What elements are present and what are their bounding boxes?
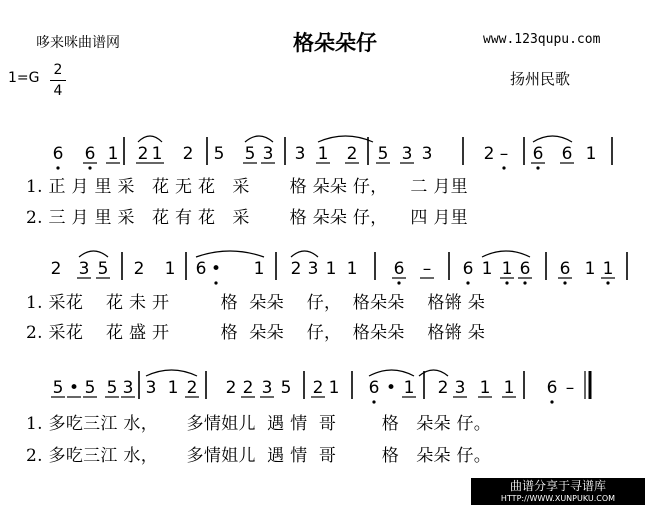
octave-dot xyxy=(466,281,469,284)
note: 1 xyxy=(501,259,513,279)
note: 6 xyxy=(462,259,474,279)
octave-dot xyxy=(88,166,91,169)
note: 1 xyxy=(602,259,614,279)
note: 3 xyxy=(261,378,273,398)
dash-note: – xyxy=(565,378,575,398)
note: 6 xyxy=(52,144,64,164)
note: 3 xyxy=(421,144,433,164)
octave-dot xyxy=(505,281,508,284)
note: 1 xyxy=(481,259,493,279)
footer-line-2: HTTP://WWW.XUNPUKU.COM xyxy=(500,494,616,503)
note: 1 xyxy=(479,378,491,398)
key-signature: 1=G xyxy=(8,70,40,86)
note: 1 xyxy=(317,144,329,164)
octave-dot xyxy=(563,281,566,284)
note: 3 xyxy=(145,378,157,398)
note: 6 xyxy=(195,259,207,279)
octave-dot xyxy=(214,281,217,284)
octave-dot xyxy=(397,281,400,284)
slur xyxy=(138,136,162,142)
note: 1 xyxy=(151,144,163,164)
lyric-line-s1-v2: 2. 三 月 里 采 花 有 花 采 格 朵朵 仔， 四 月里 xyxy=(26,208,468,228)
note: 3 xyxy=(122,378,134,398)
note: 2 xyxy=(133,259,145,279)
note: 5 xyxy=(280,378,292,398)
note: 2 xyxy=(483,144,495,164)
note: 6 xyxy=(532,144,544,164)
note: 3 xyxy=(78,259,90,279)
note: 2 xyxy=(186,378,198,398)
slur xyxy=(79,251,108,257)
octave-dot xyxy=(56,166,59,169)
note: 6 xyxy=(84,144,96,164)
footer-watermark[interactable] xyxy=(471,478,645,505)
slur xyxy=(291,251,318,257)
dash-note: – xyxy=(499,144,509,164)
note: 2 xyxy=(137,144,149,164)
note: 1 xyxy=(325,259,337,279)
note: 6 xyxy=(393,259,405,279)
note: 2 xyxy=(437,378,449,398)
note: 6 xyxy=(559,259,571,279)
note: 2 xyxy=(50,259,62,279)
note: 1 xyxy=(403,378,415,398)
note: 5 xyxy=(106,378,118,398)
lyric-line-s3-v2: 2. 多吃三江 水， 多情姐儿 遇 情 哥 格 朵朵 仔。 xyxy=(26,446,492,466)
note: 2 xyxy=(242,378,254,398)
dot-note: • xyxy=(68,378,80,398)
dot-note: • xyxy=(385,378,397,398)
time-signature-top: 2 xyxy=(53,62,63,78)
note: 1 xyxy=(585,144,597,164)
note: 3 xyxy=(401,144,413,164)
note: 1 xyxy=(164,259,176,279)
slur xyxy=(196,251,264,257)
note: 5 xyxy=(97,259,109,279)
note: 1 xyxy=(503,378,515,398)
note: 6 xyxy=(368,378,380,398)
octave-dot xyxy=(606,281,609,284)
slur xyxy=(533,136,572,142)
note: 5 xyxy=(213,144,225,164)
site-name: 哆来咪曲谱网 xyxy=(36,35,120,51)
slur xyxy=(146,370,197,376)
site-url[interactable]: www.123qupu.com xyxy=(483,32,601,47)
note: 3 xyxy=(454,378,466,398)
note: 1 xyxy=(346,259,358,279)
note: 1 xyxy=(167,378,179,398)
lyric-line-s1-v1: 1. 正 月 里 采 花 无 花 采 格 朵朵 仔， 二 月里 xyxy=(26,177,468,197)
note: 2 xyxy=(182,144,194,164)
note: 2 xyxy=(312,378,324,398)
note: 2 xyxy=(346,144,358,164)
lyric-line-s3-v1: 1. 多吃三江 水， 多情姐儿 遇 情 哥 格 朵朵 仔。 xyxy=(26,414,492,434)
note: 3 xyxy=(307,259,319,279)
note: 6 xyxy=(561,144,573,164)
slur xyxy=(482,251,530,257)
note: 5 xyxy=(244,144,256,164)
octave-dot xyxy=(502,166,505,169)
slur xyxy=(245,136,273,142)
song-origin: 扬州民歌 xyxy=(510,70,571,88)
footer-line-1: 曲谱分享于寻谱库 xyxy=(509,479,606,493)
slur xyxy=(318,136,373,142)
note: 1 xyxy=(253,259,265,279)
octave-dot xyxy=(523,281,526,284)
note: 1 xyxy=(584,259,596,279)
note: 3 xyxy=(294,144,306,164)
octave-dot xyxy=(372,400,375,403)
dot-note: • xyxy=(210,259,222,279)
slur xyxy=(369,370,414,376)
note: 5 xyxy=(377,144,389,164)
note: 2 xyxy=(225,378,237,398)
time-signature-bottom: 4 xyxy=(50,80,66,101)
octave-dot xyxy=(536,166,539,169)
dash-note: – xyxy=(422,259,432,279)
song-title: 格朵朵仔 xyxy=(293,31,377,55)
note: 6 xyxy=(519,259,531,279)
note: 5 xyxy=(84,378,96,398)
note: 1 xyxy=(328,378,340,398)
lyric-line-s2-v2: 2. 采花 花 盛 开 格 朵朵 仔， 格朵朵 格锵 朵 xyxy=(26,323,486,343)
octave-dot xyxy=(550,400,553,403)
note: 2 xyxy=(290,259,302,279)
note: 5 xyxy=(52,378,64,398)
lyric-line-s2-v1: 1. 采花 花 未 开 格 朵朵 仔， 格朵朵 格锵 朵 xyxy=(26,293,486,313)
note: 1 xyxy=(107,144,119,164)
note: 6 xyxy=(546,378,558,398)
note: 3 xyxy=(262,144,274,164)
